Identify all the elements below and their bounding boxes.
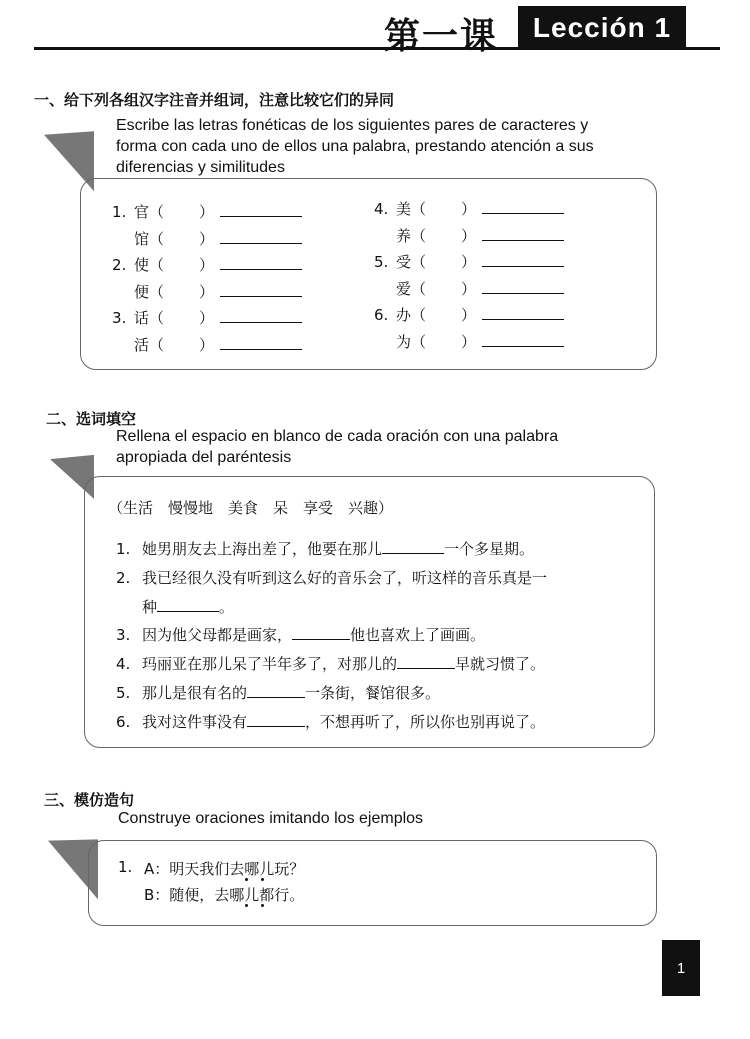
open-paren: （ bbox=[411, 306, 427, 324]
emphasis-dot bbox=[261, 904, 264, 907]
section-3-exercise-box bbox=[88, 840, 657, 926]
item-number: 5. bbox=[374, 253, 389, 271]
chinese-character: 养 bbox=[396, 226, 412, 245]
answer-blank[interactable] bbox=[482, 213, 564, 214]
open-paren: （ bbox=[411, 200, 427, 218]
chinese-character: 爱 bbox=[396, 279, 412, 298]
sentence-text-before: 种 bbox=[142, 597, 158, 616]
char-pair-row bbox=[112, 334, 302, 361]
open-paren: （ bbox=[149, 282, 165, 301]
char-pair-row bbox=[112, 228, 302, 255]
fill-blank-sentence bbox=[116, 624, 547, 653]
item-number: 4. bbox=[374, 200, 389, 218]
sentence-text-after: ，不想再听了，所以你也别再说了。 bbox=[305, 712, 546, 731]
fill-blank-sentence bbox=[116, 682, 547, 711]
section-1-triangle-marker bbox=[44, 105, 94, 192]
char-pair-row bbox=[374, 198, 564, 225]
sentence-text-before: 因为他父母都是画家， bbox=[142, 626, 293, 645]
item-number: 5. bbox=[116, 683, 131, 702]
emphasis-dot bbox=[245, 904, 248, 907]
chinese-character: 为 bbox=[396, 332, 412, 351]
open-paren: （ bbox=[411, 226, 427, 245]
close-paren: ） bbox=[461, 253, 477, 271]
section-1-title: 一、给下列各组汉字注音并组词，注意比较它们的异同 bbox=[34, 91, 395, 109]
answer-blank[interactable] bbox=[220, 243, 302, 244]
close-paren: ） bbox=[461, 200, 477, 218]
answer-blank[interactable] bbox=[482, 319, 564, 320]
char-pair-row bbox=[112, 201, 302, 228]
answer-blank[interactable] bbox=[220, 322, 302, 323]
chinese-character: 美 bbox=[396, 200, 412, 218]
sentence-text-before: 她男朋友去上海出差了，他要在那儿 bbox=[142, 540, 383, 558]
open-paren: （ bbox=[411, 332, 427, 351]
open-paren: （ bbox=[149, 309, 165, 327]
char-pair-row bbox=[374, 331, 564, 358]
close-paren: ） bbox=[199, 229, 215, 248]
answer-blank[interactable] bbox=[220, 349, 302, 350]
char-pair-row bbox=[112, 307, 302, 334]
answer-blank[interactable] bbox=[482, 266, 564, 267]
sentence-text-after: 他也喜欢上了画画。 bbox=[350, 626, 486, 645]
open-paren: （ bbox=[149, 229, 165, 248]
sentence-text-after: 一个多星期。 bbox=[444, 540, 535, 558]
sentence-text-after: 早就习惯了。 bbox=[455, 655, 546, 674]
char-pair-row bbox=[374, 251, 564, 278]
section-1-instructions: Escribe las letras fonéticas de los siguientes pares de caracteres y forma con cada uno de ellos una palabra, prestando atención a sus diferencias y similitudes bbox=[116, 117, 594, 176]
item-number: 1. bbox=[116, 540, 131, 558]
section-2-instructions: Rellena el espacio en blanco de cada oración con una palabra apropiada del paréntesis bbox=[116, 428, 559, 466]
char-pair-row bbox=[374, 278, 564, 305]
answer-blank[interactable] bbox=[482, 240, 564, 241]
section-1-left-column bbox=[112, 201, 302, 360]
item-number: 4. bbox=[116, 655, 131, 674]
item-number: 3. bbox=[112, 309, 127, 327]
close-paren: ） bbox=[199, 335, 215, 354]
lesson-title-spanish: Lección 1 bbox=[518, 6, 686, 50]
close-paren: ） bbox=[199, 256, 215, 274]
char-pair-row bbox=[374, 225, 564, 252]
answer-blank[interactable] bbox=[220, 216, 302, 217]
answer-blank[interactable] bbox=[482, 346, 564, 347]
open-paren: （ bbox=[149, 256, 165, 274]
fill-blank-sentence bbox=[116, 538, 547, 567]
answer-blank[interactable] bbox=[220, 296, 302, 297]
emphasis-dot bbox=[245, 878, 248, 881]
chinese-character: 办 bbox=[396, 306, 412, 324]
sentence-text-before: 玛丽亚在那儿呆了半年多了，对那儿的 bbox=[142, 655, 398, 674]
section-1-right-column bbox=[374, 198, 564, 357]
item-number: 2. bbox=[116, 568, 131, 587]
item-number: 3. bbox=[116, 626, 131, 645]
sentence-text-after: 一条街，餐馆很多。 bbox=[305, 683, 441, 702]
fill-blank-sentence bbox=[116, 596, 547, 625]
sentence-text-before: 那儿是很有名的 bbox=[142, 683, 248, 702]
char-pair-row bbox=[374, 304, 564, 331]
close-paren: ） bbox=[199, 282, 215, 301]
sentence-text-after: 。 bbox=[219, 597, 235, 616]
item-number: 1. bbox=[112, 203, 127, 221]
page-number: 1 bbox=[662, 940, 700, 996]
close-paren: ） bbox=[199, 309, 215, 327]
answer-blank[interactable] bbox=[382, 553, 444, 554]
close-paren: ） bbox=[199, 203, 215, 221]
example-line-b: B：随便，去哪儿都行。 bbox=[144, 886, 305, 904]
open-paren: （ bbox=[411, 253, 427, 271]
item-number: 2. bbox=[112, 256, 127, 274]
chinese-character: 受 bbox=[396, 253, 412, 271]
section-2-sentence-list bbox=[116, 538, 547, 740]
chinese-character: 便 bbox=[134, 282, 150, 301]
answer-blank[interactable] bbox=[397, 668, 455, 669]
chinese-character: 话 bbox=[134, 309, 150, 327]
item-number: 6. bbox=[116, 712, 131, 731]
close-paren: ） bbox=[461, 306, 477, 324]
example-number: 1. bbox=[118, 858, 133, 876]
sentence-text-before: 我对这件事没有 bbox=[142, 712, 248, 731]
section-3-instructions: Construye oraciones imitando los ejemplos bbox=[118, 810, 424, 827]
chinese-character: 活 bbox=[134, 335, 150, 354]
word-bank: （生活 慢慢地 美食 呆 享受 兴趣） bbox=[108, 499, 394, 517]
answer-blank[interactable] bbox=[157, 611, 219, 612]
fill-blank-sentence bbox=[116, 567, 547, 596]
example-line-a: A：明天我们去哪儿玩？ bbox=[144, 860, 305, 878]
sentence-text-before: 我已经很久没有听到这么好的音乐会了，听这样的音乐真是一 bbox=[142, 568, 548, 587]
fill-blank-sentence bbox=[116, 711, 547, 740]
char-pair-row bbox=[112, 254, 302, 281]
char-pair-row bbox=[112, 281, 302, 308]
fill-blank-sentence bbox=[116, 653, 547, 682]
open-paren: （ bbox=[411, 279, 427, 298]
item-number: 6. bbox=[374, 306, 389, 324]
chinese-character: 官 bbox=[134, 203, 150, 221]
answer-blank[interactable] bbox=[220, 269, 302, 270]
close-paren: ） bbox=[461, 279, 477, 298]
open-paren: （ bbox=[149, 203, 165, 221]
close-paren: ） bbox=[461, 226, 477, 245]
open-paren: （ bbox=[149, 335, 165, 354]
chinese-character: 使 bbox=[134, 256, 150, 274]
section-2-title: 二、选词填空 bbox=[46, 410, 137, 428]
chinese-character: 馆 bbox=[134, 229, 150, 248]
section-3-title: 三、模仿造句 bbox=[44, 791, 135, 809]
close-paren: ） bbox=[461, 332, 477, 351]
answer-blank[interactable] bbox=[482, 293, 564, 294]
emphasis-dot bbox=[261, 878, 264, 881]
answer-blank[interactable] bbox=[292, 639, 350, 640]
lesson-title-chinese: 第一课 bbox=[384, 15, 499, 57]
answer-blank[interactable] bbox=[247, 697, 305, 698]
answer-blank[interactable] bbox=[247, 726, 305, 727]
